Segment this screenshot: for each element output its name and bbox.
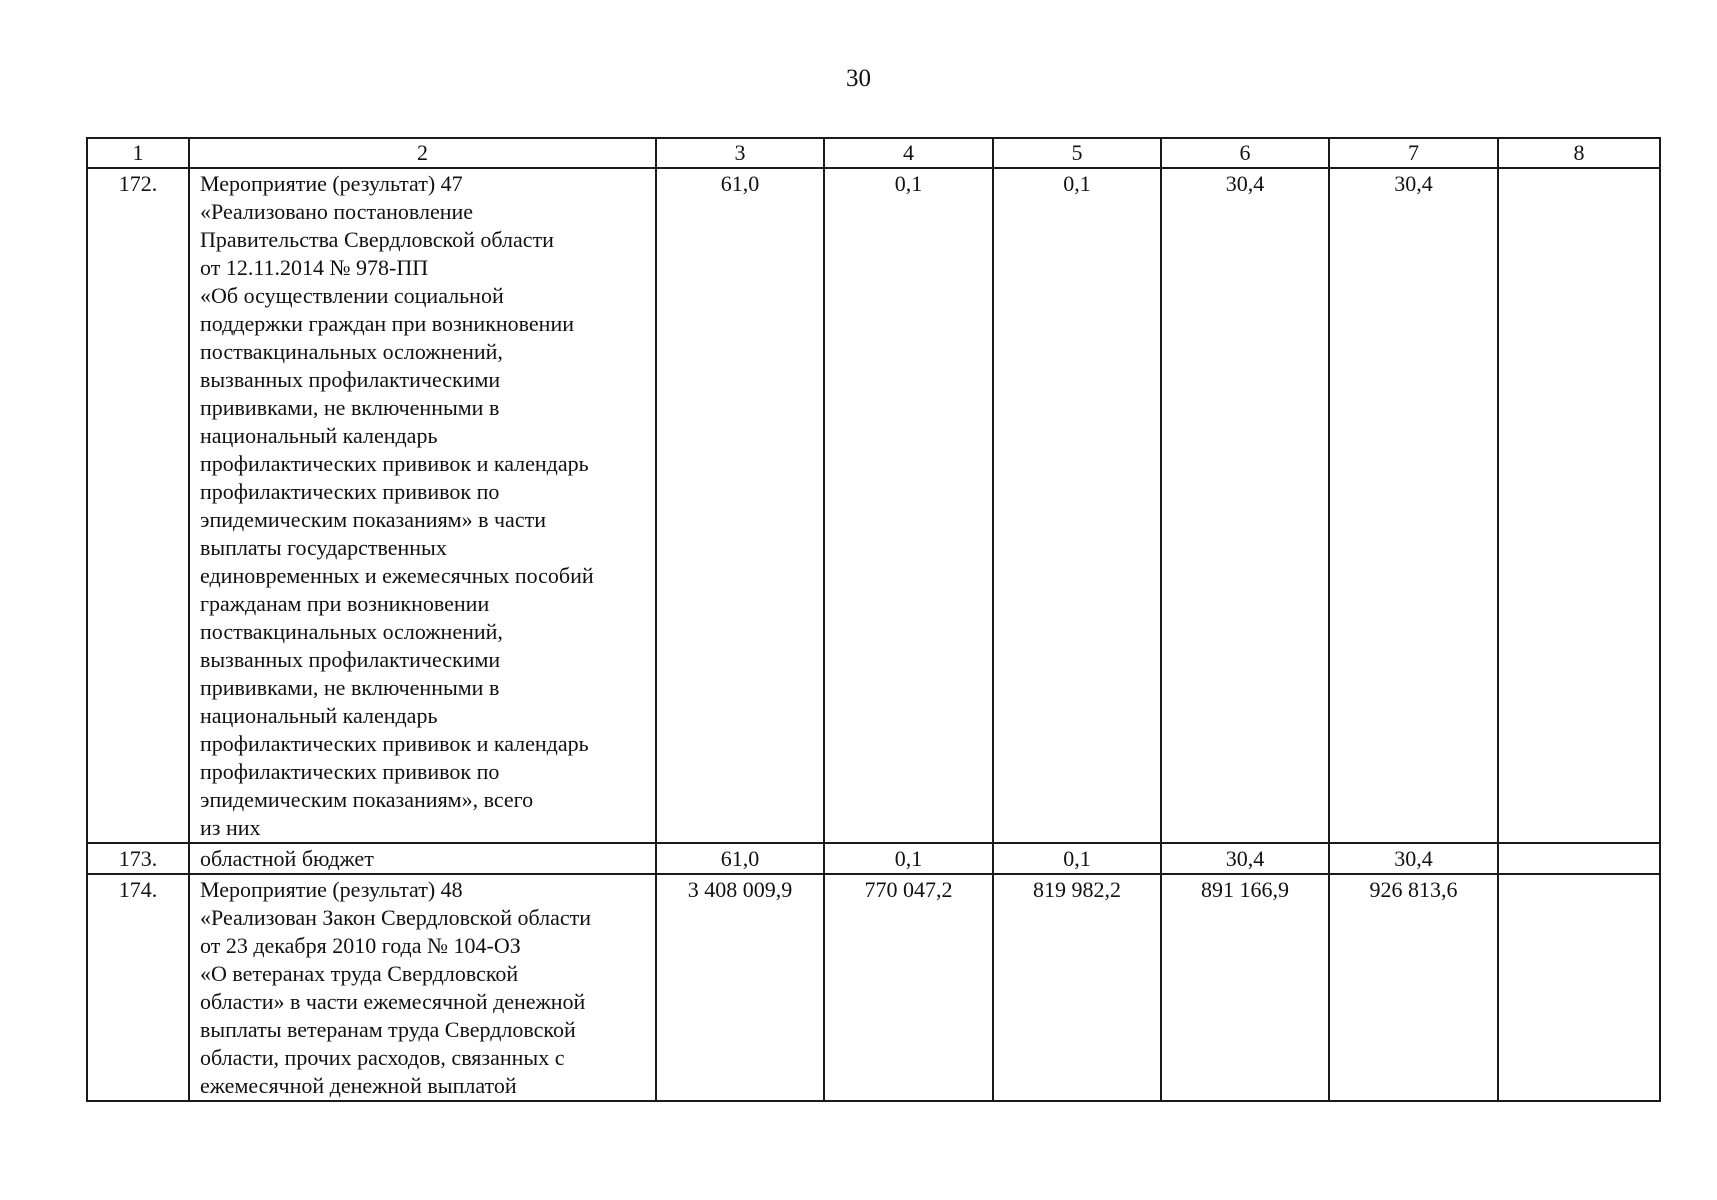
description-line: гражданам при возникновении [200,591,490,616]
value-cell: 0,1 [993,843,1161,874]
value-cell: 0,1 [824,843,993,874]
description-line: «Реализован Закон Свердловской области [200,905,592,930]
description-line: от 12.11.2014 № 978-ПП [200,255,429,280]
value-cell: 0,1 [824,168,993,843]
value-cell: 0,1 [993,168,1161,843]
description-line: профилактических прививок по [200,479,500,504]
page-number: 30 [846,65,871,92]
row-number: 172. [87,168,189,843]
description-line: национальный календарь [200,423,438,448]
row-number: 173. [87,843,189,874]
description-line: «О ветеранах труда Свердловской [200,961,519,986]
column-header: 8 [1498,138,1660,168]
column-header: 7 [1329,138,1498,168]
value-cell [1498,874,1660,1101]
description-line: вызванных профилактическими [200,647,501,672]
description-line: «Реализовано постановление [200,199,474,224]
description-line: от 23 декабря 2010 года № 104-ОЗ [200,933,521,958]
description-line: области» в части ежемесячной денежной [200,989,586,1014]
value-cell [1498,168,1660,843]
description-line: профилактических прививок и календарь [200,731,589,756]
table-row [87,168,1660,843]
description-line: прививками, не включенными в [200,675,500,700]
value-cell: 30,4 [1161,843,1329,874]
description-line: эпидемическим показаниям», всего [200,787,534,812]
description-line: поствакцинальных осложнений, [200,619,503,644]
description-line: единовременных и ежемесячных пособий [200,563,594,588]
description-line: выплаты ветеранам труда Свердловской [200,1017,576,1042]
value-cell: 3 408 009,9 [656,874,824,1101]
value-cell: 61,0 [656,168,824,843]
description-line: Правительства Свердловской области [200,227,554,252]
value-cell: 891 166,9 [1161,874,1329,1101]
description-line: Мероприятие (результат) 48 [200,877,463,902]
column-number-row [87,138,1660,168]
value-cell: 30,4 [1329,843,1498,874]
column-header: 3 [656,138,824,168]
description-line: национальный календарь [200,703,438,728]
description-line: профилактических прививок и календарь [200,451,589,476]
description-line: из них [200,815,261,840]
description-line: прививками, не включенными в [200,395,500,420]
row-description [189,168,656,843]
value-cell: 30,4 [1161,168,1329,843]
description-line: поствакцинальных осложнений, [200,339,503,364]
description-line: профилактических прививок по [200,759,500,784]
column-header: 2 [189,138,656,168]
description-line: выплаты государственных [200,535,447,560]
row-description [189,843,656,874]
description-line: «Об осуществлении социальной [200,283,504,308]
value-cell: 770 047,2 [824,874,993,1101]
row-number: 174. [87,874,189,1101]
description-line: Мероприятие (результат) 47 [200,171,463,196]
column-header: 4 [824,138,993,168]
description-line: области, прочих расходов, связанных с [200,1045,565,1070]
value-cell: 926 813,6 [1329,874,1498,1101]
row-description [189,874,656,1101]
description-line: вызванных профилактическими [200,367,501,392]
value-cell [1498,843,1660,874]
value-cell: 819 982,2 [993,874,1161,1101]
description-line: эпидемическим показаниям» в части [200,507,546,532]
description-line: ежемесячной денежной выплатой [200,1073,517,1098]
value-cell: 30,4 [1329,168,1498,843]
column-header: 5 [993,138,1161,168]
column-header: 1 [87,138,189,168]
description-line: областной бюджет [200,846,374,871]
value-cell: 61,0 [656,843,824,874]
table-row [87,874,1660,1101]
table-row [87,843,1660,874]
column-header: 6 [1161,138,1329,168]
budget-table [86,137,1661,1102]
description-line: поддержки граждан при возникновении [200,311,574,336]
